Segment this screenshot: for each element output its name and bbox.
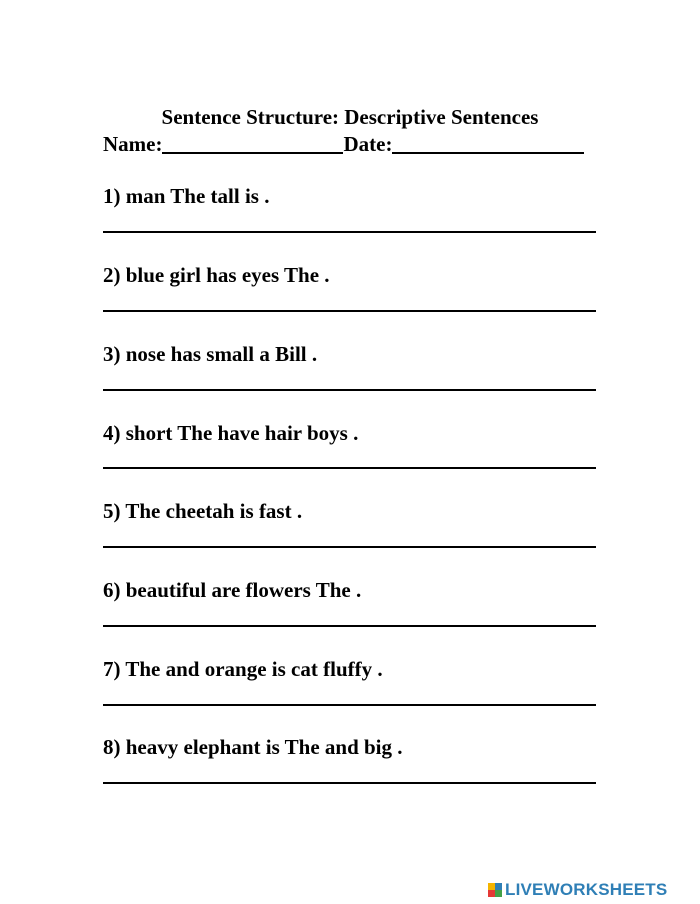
answer-line-4[interactable] (103, 467, 596, 469)
answer-line-5[interactable] (103, 546, 596, 548)
question-3: 3) nose has small a Bill . (103, 342, 318, 366)
question-7: 7) The and orange is cat fluffy . (103, 657, 383, 681)
answer-line-6[interactable] (103, 625, 596, 627)
name-label: Name: (103, 132, 163, 156)
date-blank[interactable] (392, 134, 584, 154)
question-4: 4) short The have hair boys . (103, 421, 359, 445)
brand-name: LIVEWORKSHEETS (505, 880, 668, 899)
answer-line-7[interactable] (103, 704, 596, 706)
question-1: 1) man The tall is . (103, 184, 270, 208)
name-date-row (103, 131, 584, 157)
answer-line-2[interactable] (103, 310, 596, 312)
name-blank[interactable] (162, 134, 343, 154)
answer-line-3[interactable] (103, 389, 596, 391)
worksheet-title: Sentence Structure: Descriptive Sentences (161, 105, 539, 129)
question-8: 8) heavy elephant is The and big . (103, 735, 403, 759)
liveworksheets-logo (488, 880, 667, 900)
question-5: 5) The cheetah is fast . (103, 499, 303, 523)
question-2: 2) blue girl has eyes The . (103, 263, 330, 287)
answer-line-8[interactable] (103, 782, 596, 784)
question-6: 6) beautiful are flowers The . (103, 578, 362, 602)
liveworksheets-logo-icon (488, 883, 502, 897)
date-label: Date: (343, 132, 393, 156)
answer-line-1[interactable] (103, 231, 596, 233)
